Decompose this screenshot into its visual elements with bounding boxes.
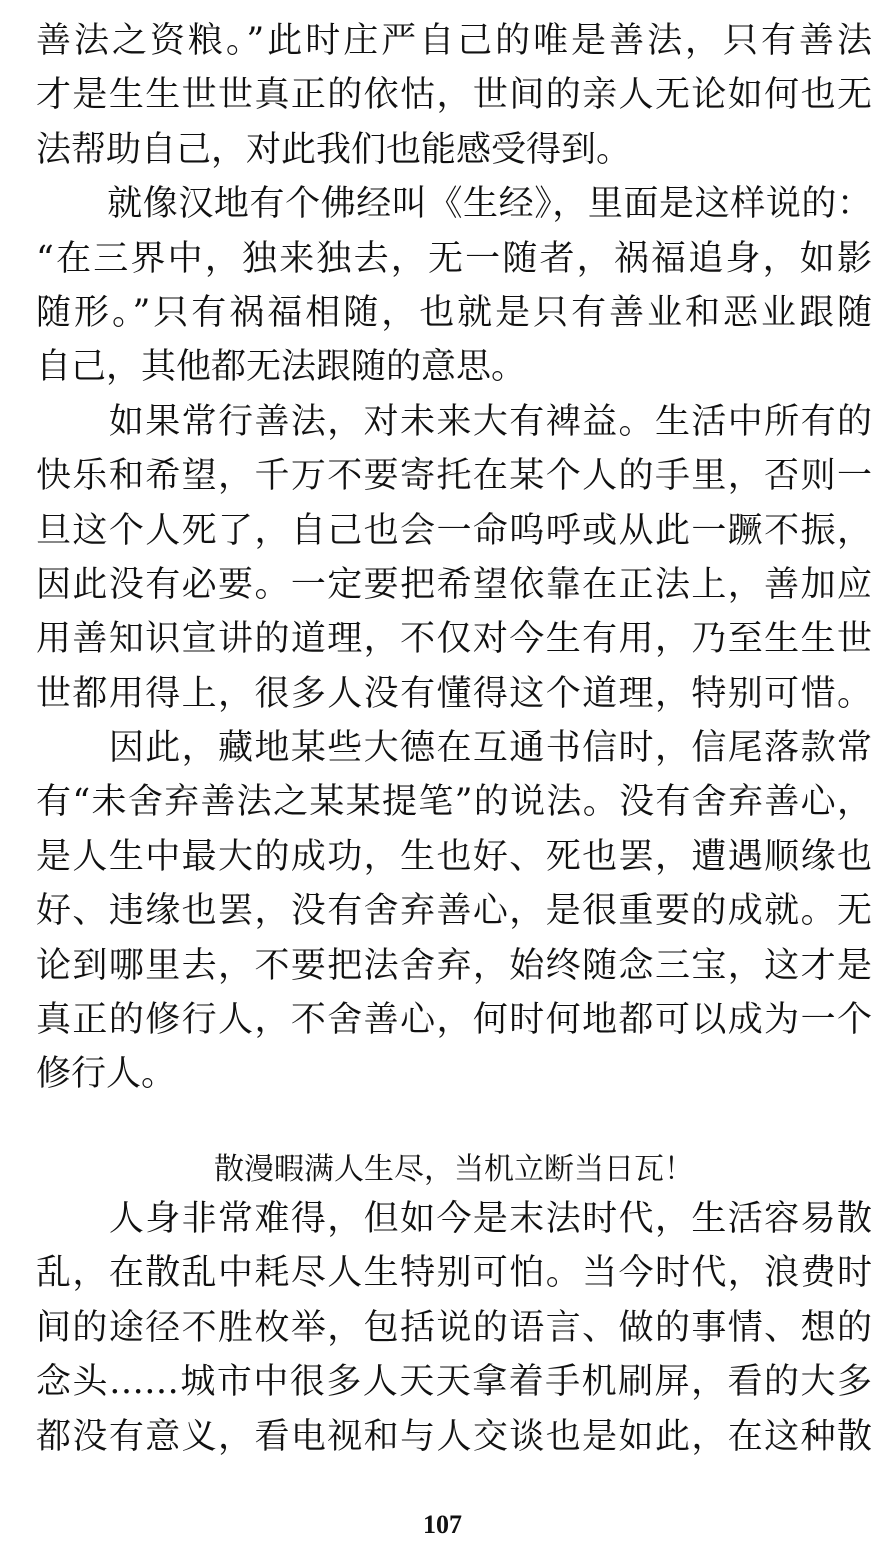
text-line: “在三界中，独来独去，无一随者，祸福追身，如影 xyxy=(36,238,872,279)
text-line: 才是生生世世真正的依怙，世间的亲人无论如何也无 xyxy=(36,75,872,116)
text-line: 都没有意义，看电视和与人交谈也是如此，在这种散 xyxy=(36,1416,872,1457)
text-line: 快乐和希望，千万不要寄托在某个人的手里，否则一 xyxy=(36,456,872,497)
text-line: 自己，其他都无法跟随的意思。 xyxy=(36,347,527,388)
text-line: 是人生中最大的成功，生也好、死也罢，遭遇顺缘也 xyxy=(36,836,872,877)
text-line: 真正的修行人，不舍善心，何时何地都可以成为一个 xyxy=(36,1000,872,1041)
text-line: 法帮助自己，对此我们也能感受得到。 xyxy=(36,129,632,170)
text-line: 世都用得上，很多人没有懂得这个道理，特别可惜。 xyxy=(36,673,872,714)
text-line: 修行人。 xyxy=(36,1054,177,1095)
text-line: 有“未舍弃善法之某某提笔”的说法。没有舍弃善心， xyxy=(36,782,872,823)
section-heading: 散漫暇满人生尽，当机立断当日瓦！ xyxy=(214,1152,694,1187)
text-line: 善法之资粮。”此时庄严自己的唯是善法，只有善法 xyxy=(36,21,872,61)
body-text-top xyxy=(36,14,872,1102)
text-line: 就像汉地有个佛经叫《生经》，里面是这样说的： xyxy=(36,184,872,225)
text-line: 好、违缘也罢，没有舍弃善心，是很重要的成就。无 xyxy=(36,891,872,932)
text-line: 因此，藏地某些大德在互通书信时，信尾落款常 xyxy=(36,728,872,769)
text-line: 念头……城市中很多人天天拿着手机刷屏，看的大多 xyxy=(36,1362,872,1403)
text-line: 因此没有必要。一定要把希望依靠在正法上，善加应 xyxy=(36,564,872,605)
text-line: 人身非常难得，但如今是末法时代，生活容易散 xyxy=(36,1199,872,1239)
text-line: 随形。”只有祸福相随，也就是只有善业和恶业跟随 xyxy=(36,292,872,333)
body-text-bottom xyxy=(36,1192,872,1464)
text-line: 论到哪里去，不要把法舍弃，始终随念三宝，这才是 xyxy=(36,945,872,986)
text-line: 间的途径不胜枚举，包括说的语言、做的事情、想的 xyxy=(36,1307,872,1348)
page-number: 107 xyxy=(423,1510,462,1539)
text-line: 如果常行善法，对未来大有裨益。生活中所有的 xyxy=(36,401,872,442)
text-line: 旦这个人死了，自己也会一命呜呼或从此一蹶不振， xyxy=(36,510,872,551)
text-line: 乱，在散乱中耗尽人生特别可怕。当今时代，浪费时 xyxy=(36,1253,872,1294)
text-line: 用善知识宣讲的道理，不仅对今生有用，乃至生生世 xyxy=(36,619,872,660)
